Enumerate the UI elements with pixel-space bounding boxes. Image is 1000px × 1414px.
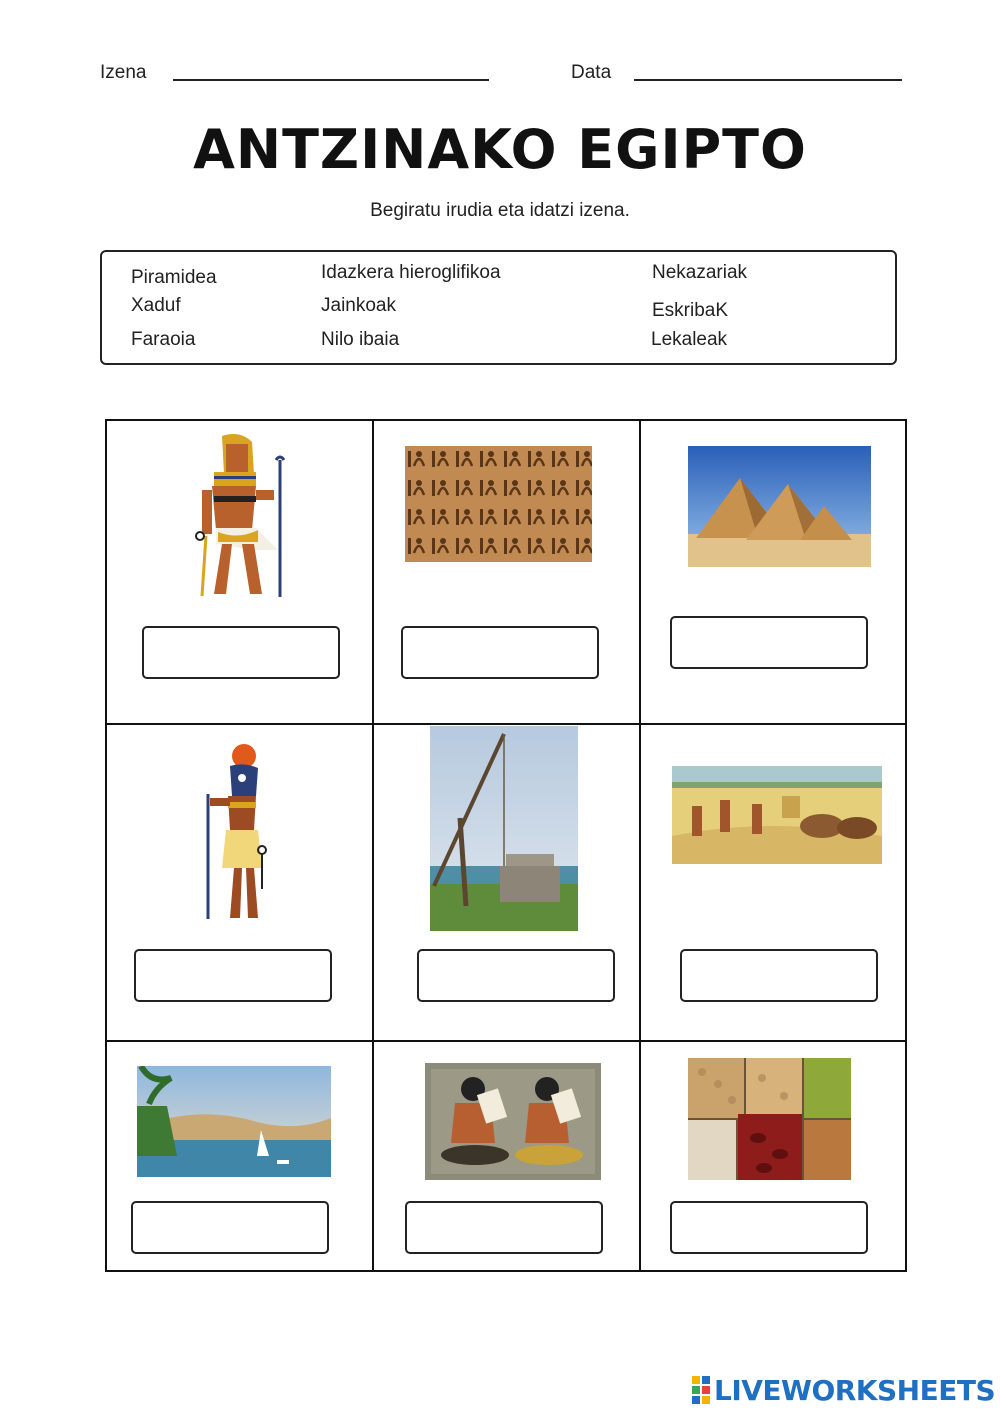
word-nilo: Nilo ibaia xyxy=(321,329,400,350)
pyramids-image xyxy=(688,446,871,567)
page-title: ANTZINAKO EGIPTO xyxy=(193,118,807,181)
answer-box-pharaoh[interactable] xyxy=(142,626,340,679)
instruction-text: Begiratu irudia eta idatzi izena. xyxy=(370,200,630,221)
scribes-image xyxy=(425,1063,601,1180)
answer-box-farmers[interactable] xyxy=(680,949,878,1002)
word-nekazariak: Nekazariak xyxy=(652,262,748,283)
liveworksheets-logo-text: LIVEWORKSHEETS xyxy=(714,1373,996,1407)
liveworksheets-logo-icon xyxy=(692,1376,710,1404)
answer-box-pyramids[interactable] xyxy=(670,616,868,669)
grid-divider xyxy=(639,421,641,1270)
word-xaduf: Xaduf xyxy=(131,295,181,316)
answer-box-shaduf[interactable] xyxy=(417,949,615,1002)
answer-box-scribes[interactable] xyxy=(405,1201,603,1254)
answer-box-god[interactable] xyxy=(134,949,332,1002)
word-faraoia: Faraoia xyxy=(131,329,196,350)
legumes-image xyxy=(688,1058,851,1180)
answer-box-nile[interactable] xyxy=(131,1201,329,1254)
word-piramidea: Piramidea xyxy=(131,267,217,288)
pharaoh-image xyxy=(188,432,290,602)
word-idazkera: Idazkera hieroglifikoa xyxy=(321,262,501,283)
grid-divider xyxy=(107,723,905,725)
name-label: Izena xyxy=(100,62,147,83)
word-jainkoak: Jainkoak xyxy=(321,295,396,316)
name-line xyxy=(173,79,489,81)
word-lekaleak: Lekaleak xyxy=(651,329,728,350)
answer-box-legumes[interactable] xyxy=(670,1201,868,1254)
date-line xyxy=(634,79,902,81)
word-eskribak: EskribaK xyxy=(652,300,729,321)
grid-divider xyxy=(372,421,374,1270)
shaduf-image xyxy=(430,726,578,931)
farmers-image xyxy=(672,766,882,864)
grid-divider xyxy=(107,1040,905,1042)
date-label: Data xyxy=(571,62,612,83)
hieroglyphs-image xyxy=(405,446,592,562)
word-bank xyxy=(100,250,897,365)
god-horus-image xyxy=(200,744,272,924)
liveworksheets-logo[interactable] xyxy=(692,1374,995,1406)
answer-box-hieroglyphs[interactable] xyxy=(401,626,599,679)
nile-river-image xyxy=(137,1066,331,1177)
